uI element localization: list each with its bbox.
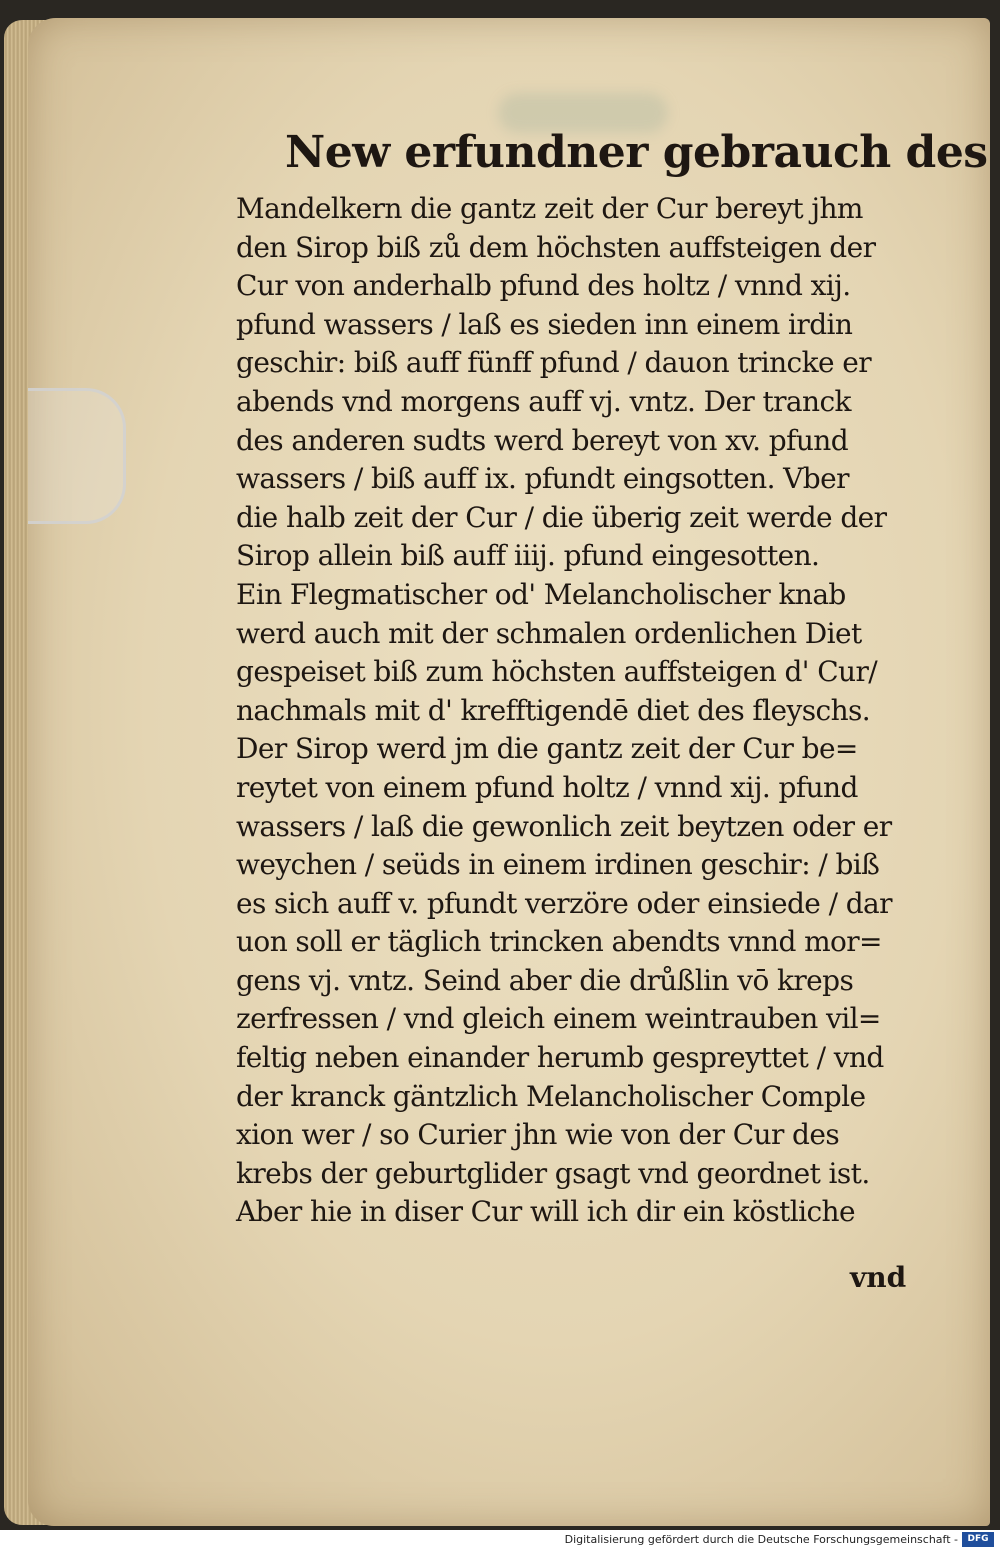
text-line: werd auch mit der schmalen ordenlichen Diet (236, 616, 862, 650)
text-line: gespeiset biß zum höchsten auffsteigen d' Cur/ (236, 655, 878, 689)
text-line: wassers / biß auff ix. pfundt eingsotten. Vber (236, 462, 849, 496)
text-line: Cur von anderhalb pfund des holtz / vnnd xij. (236, 269, 851, 303)
body-text (236, 190, 916, 1232)
text-line: gens vj. vntz. Seind aber die drůßlin vō kreps (236, 963, 854, 997)
text-line: xion wer / so Curier jhn wie von der Cur des (236, 1118, 840, 1152)
text-line: den Sirop biß zů dem höchsten auffsteigen der (236, 230, 876, 264)
text-line: zerfressen / vnd gleich einem weintrauben vil= (236, 1002, 881, 1036)
text-line: des anderen sudts werd bereyt von xv. pfund (236, 423, 849, 457)
text-line: reytet von einem pfund holtz / vnnd xij. pfund (236, 770, 858, 804)
page-clip (28, 388, 126, 524)
text-line: der kranck gäntzlich Melancholischer Comple (236, 1079, 866, 1113)
text-line: Der Sirop werd jm die gantz zeit der Cur be= (236, 732, 858, 766)
text-line: Ein Flegmatischer od' Melancholischer knab (236, 577, 846, 611)
text-line: weychen / seüds in einem irdinen geschir: / biß (236, 848, 880, 882)
text-line: Mandelkern die gantz zeit der Cur bereyt jhm (236, 192, 863, 225)
text-line: geschir: biß auff fünff pfund / dauon trincke er (236, 346, 871, 380)
funding-credit: Digitalisierung gefördert durch die Deutsche Forschungsgemeinschaft - (564, 1533, 958, 1546)
text-line: Aber hie in diser Cur will ich dir ein köstliche (236, 1195, 855, 1229)
text-line: die halb zeit der Cur / die überig zeit werde der (236, 500, 887, 534)
text-line: nachmals mit d' krefftigendē diet des fleyschs. (236, 693, 871, 727)
text-line: Sirop allein biß auff iiij. pfund eingesotten. (236, 539, 820, 573)
text-line: wassers / laß die gewonlich zeit beytzen oder er (236, 809, 892, 843)
catchword: vnd (850, 1261, 907, 1294)
text-line: uon soll er täglich trincken abendts vnnd mor= (236, 925, 882, 959)
text-line: krebs der geburtglider gsagt vnd geordnet ist. (236, 1156, 870, 1190)
footer-bar (0, 1530, 1000, 1549)
running-heading: New erfundner gebrauch des (285, 127, 988, 178)
text-line: abends vnd morgens auff vj. vntz. Der tranck (236, 384, 851, 418)
text-line: pfund wassers / laß es sieden inn einem irdin (236, 307, 853, 341)
text-line: es sich auff v. pfundt verzöre oder einsiede / dar (236, 886, 892, 920)
text-line: feltig neben einander herumb gespreyttet / vnd (236, 1041, 884, 1075)
dfg-logo: DFG (962, 1532, 994, 1547)
